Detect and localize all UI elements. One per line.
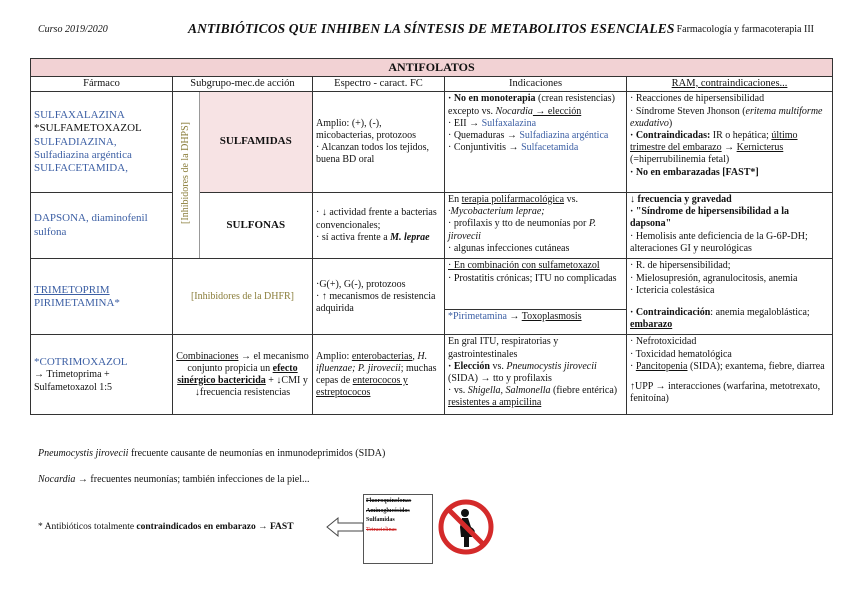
antifolatos-table: [30, 58, 833, 415]
no-pregnancy-icon: [438, 499, 494, 555]
subgroup-cell: [173, 92, 313, 259]
section-title: ANTIFOLATOS: [31, 59, 833, 77]
subject-label: Farmacología y farmacoterapia III: [676, 24, 814, 35]
page-title: ANTIBIÓTICOS QUE INHIBEN LA SÍNTESIS DE METABOLITOS ESENCIALES: [188, 21, 675, 36]
fast-item: Aminoglucósidos: [366, 507, 410, 514]
spectrum-cell: · ↓ actividad frente a bacterias convencionales; · sí activa frente a M. leprae: [313, 193, 445, 259]
table-title-row: [31, 59, 833, 77]
column-header-row: [31, 76, 833, 92]
note-nocardia: Nocardia → frecuentes neumonías; también infecciones de la piel...: [38, 474, 310, 485]
fast-item: Fluoroquinolonas: [366, 498, 412, 504]
column-header: Espectro - caract. FC: [313, 76, 445, 92]
table-row: [31, 335, 833, 415]
spectrum-cell: Amplio: enterobacterias, H. ifluenzae; P. jirovecii; muchas cepas de enterococos y estreptococos: [313, 335, 445, 415]
indications-cell: En terapia polifarmacológica vs. ·Mycobacterium leprae; · profilaxis y tto de neumonías por P. jirovecii · algunas infecciones cutáneas: [445, 193, 627, 259]
dhps-label-cell: [173, 92, 199, 258]
spectrum-cell: ·G(+), G(-), protozoos · ↑ mecanismos de resistencia adquirida: [313, 259, 445, 335]
ram-cell: · Nefrotoxicidad · Toxicidad hematológica · Pancitopenia (SIDA); exantema, fiebre, diarrea ↑UPP → interacciones (warfarina, metotrexato, fenitoína): [627, 335, 833, 415]
ram-cell: · Reacciones de hipersensibilidad · Síndrome Steven Jhonson (eritema multiforme exudativo) · Contraindicadas: IR o hepática; último trimestre del embarazo → Kernicterus (=hiperrubilinemia fetal) · No en embarazadas [FAST*]: [627, 92, 833, 193]
drug-cell: TRIMETOPRIM PIRIMETAMINA*: [31, 259, 173, 335]
note-pneumocystis: Pneumocystis jirovecii frecuente causante de neumonías en inmunodeprimidos (SIDA): [38, 448, 386, 459]
sulfamidas-subgroup: SULFAMIDAS: [199, 92, 312, 192]
indications-cell: · En combinación con sulfametoxazol · Prostatitis crónicas; ITU no complicadas *Pirimetamina → Toxoplasmosis: [445, 259, 627, 335]
sulfonas-subgroup: SULFONAS: [226, 218, 286, 231]
spectrum-cell: Amplio: (+), (-), micobacterias, protozoos · Alcanzan todos los tejidos, buena BD oral: [313, 92, 445, 193]
ram-cell: ↓ frecuencia y gravedad · "Síndrome de hipersensibilidad a la dapsona" · Hemolisis ante deficiencia de la G-6P-DH; alteraciones GI y neurológicas: [627, 193, 833, 259]
note-fast: * Antibióticos totalmente contraindicados en embarazo → FAST: [38, 522, 294, 532]
fast-item: Tetraciclinas: [366, 526, 397, 533]
dhps-label: [Inhibidores de la DHPS]: [179, 122, 191, 225]
fast-item: Sulfamidas: [366, 517, 395, 524]
indications-cell: · No en monoterapia (crean resistencias) excepto vs. Nocardia → elección · EII → Sulfaxalazina · Quemaduras → Sulfadiazina argéntica · Conjuntivitis → Sulfacetamida: [445, 92, 627, 193]
page-header: [38, 22, 814, 38]
course-label: Curso 2019/2020: [38, 24, 108, 35]
column-header: RAM, contraindicaciones...: [627, 76, 833, 92]
hollow-left-arrow-icon: [325, 516, 365, 538]
column-header: Fármaco: [31, 76, 173, 92]
column-header: Indicaciones: [445, 76, 627, 92]
drug-cell: DAPSONA, diaminofenil sulfona: [31, 193, 173, 259]
drug-cell: SULFAXALAZINA *SULFAMETOXAZOL SULFADIAZINA, Sulfadiazina argéntica SULFACETAMIDA,: [31, 92, 173, 193]
table-row: [31, 259, 833, 335]
column-header: Subgrupo-mec.de acción: [173, 76, 313, 92]
table-row: [31, 193, 833, 259]
fast-box: [363, 494, 433, 564]
dhfr-label: [Inhibidores de la DHFR]: [173, 259, 313, 335]
subgroup-cell: Combinaciones → el mecanismo conjunto propicia un efecto sinérgico bactericida + ↓CMI y ↓frecuencia resistencias: [173, 335, 313, 415]
ram-cell: · R. de hipersensibilidad; · Mielosupresión, agranulocitosis, anemia · Ictericia colestásica · Contraindicación: anemia megaloblástica; embarazo: [627, 259, 833, 335]
indications-cell: En gral ITU, respiratorias y gastrointestinales · Elección vs. Pneumocystis jirovecii (SIDA) → tto y profilaxis · vs. Shigella, Salmonella (fiebre entérica) resistentes a ampicilina: [445, 335, 627, 415]
table-row: [31, 92, 833, 193]
drug-cell: *COTRIMOXAZOL → Trimetoprima + Sulfametoxazol 1:5: [31, 335, 173, 415]
